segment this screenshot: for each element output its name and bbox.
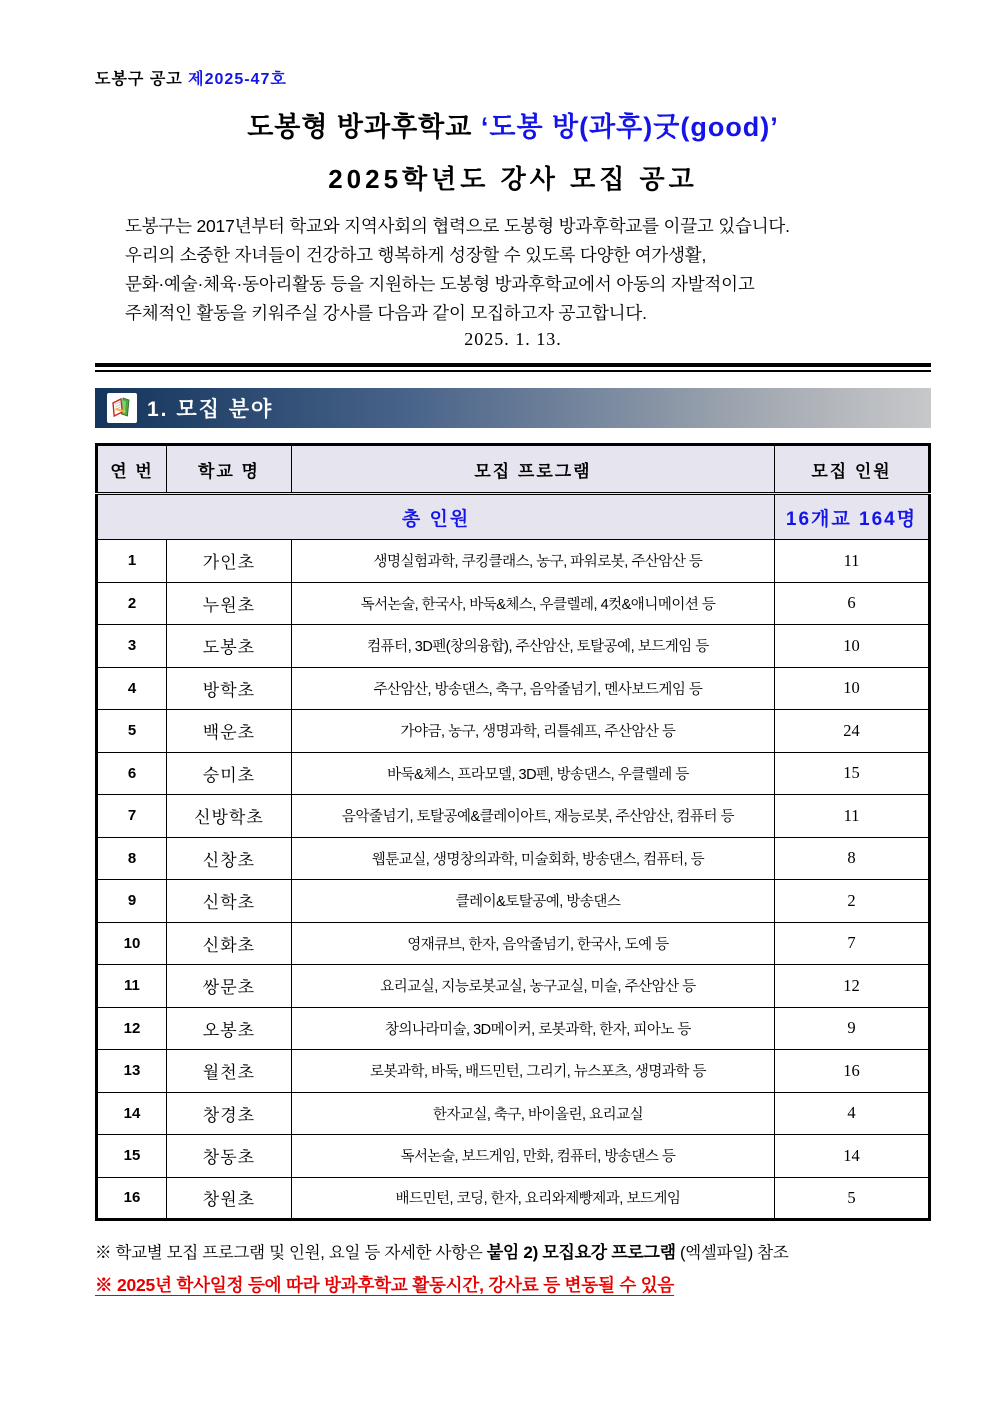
divider (95, 363, 931, 372)
document-page (95, 0, 931, 1297)
cell-programs: 한자교실, 축구, 바이올린, 요리교실 (291, 1092, 774, 1135)
cell-programs: 웹툰교실, 생명창의과학, 미술회화, 방송댄스, 컴퓨터, 등 (291, 837, 774, 880)
page-title (95, 105, 931, 144)
cell-count: 16 (775, 1050, 930, 1093)
cell-school: 누원초 (166, 582, 291, 625)
intro-line: 우리의 소중한 자녀들이 건강하고 행복하게 성장할 수 있도록 다양한 여가생활, (125, 245, 707, 265)
cell-school: 오봉초 (166, 1007, 291, 1050)
cell-count: 8 (775, 837, 930, 880)
col-header-count: 모집 인원 (775, 445, 930, 494)
table-row (97, 752, 930, 795)
col-header-no: 연 번 (97, 445, 167, 494)
footnote-2: ※ 2025년 학사일정 등에 따라 방과후학교 활동시간, 강사료 등 변동될 수 있음 (95, 1275, 675, 1295)
header-row (97, 445, 930, 494)
intro-line: 문화·예술·체육·동아리활동 등을 지원하는 도봉형 방과후학교에서 아동의 자발적이고 (125, 274, 755, 294)
cell-school: 월천초 (166, 1050, 291, 1093)
table-row (97, 710, 930, 753)
cell-school: 숭미초 (166, 752, 291, 795)
cell-programs: 음악줄넘기, 토탈공예&클레이아트, 재능로봇, 주산암산, 컴퓨터 등 (291, 795, 774, 838)
cell-programs: 컴퓨터, 3D펜(창의융합), 주산암산, 토탈공예, 보드게임 등 (291, 625, 774, 668)
table-body (97, 494, 930, 1220)
intro-line: 주체적인 활동을 키워주실 강사를 다음과 같이 모집하고자 공고합니다. (125, 303, 647, 323)
cell-no: 16 (97, 1177, 167, 1220)
footnote-1-suffix: (엑셀파일) 참조 (675, 1244, 789, 1262)
cell-programs: 창의나라미술, 3D메이커, 로봇과학, 한자, 피아노 등 (291, 1007, 774, 1050)
cell-programs: 클레이&토탈공예, 방송댄스 (291, 880, 774, 923)
total-row (97, 494, 930, 540)
cell-programs: 가야금, 농구, 생명과학, 리틀쉐프, 주산암산 등 (291, 710, 774, 753)
cell-count: 6 (775, 582, 930, 625)
table-row (97, 540, 930, 583)
cell-school: 백운초 (166, 710, 291, 753)
col-header-school: 학교 명 (166, 445, 291, 494)
section-header (95, 388, 931, 428)
cell-no: 6 (97, 752, 167, 795)
table-row (97, 1050, 930, 1093)
cell-programs: 로봇과학, 바둑, 배드민턴, 그리기, 뉴스포츠, 생명과학 등 (291, 1050, 774, 1093)
cell-no: 11 (97, 965, 167, 1008)
cell-programs: 요리교실, 지능로봇교실, 농구교실, 미술, 주산암산 등 (291, 965, 774, 1008)
cell-programs: 영재큐브, 한자, 음악줄넘기, 한국사, 도예 등 (291, 922, 774, 965)
table-row (97, 880, 930, 923)
cell-count: 11 (775, 795, 930, 838)
cell-school: 창동초 (166, 1135, 291, 1178)
cell-count: 24 (775, 710, 930, 753)
notice-number-value: 제2025-47호 (188, 71, 287, 88)
cell-programs: 주산암산, 방송댄스, 축구, 음악줄넘기, 멘사보드게임 등 (291, 667, 774, 710)
cell-count: 14 (775, 1135, 930, 1178)
intro-line: 도봉구는 2017년부터 학교와 지역사회의 협력으로 도봉형 방과후학교를 이끌고 있습니다. (125, 216, 790, 236)
cell-school: 신화초 (166, 922, 291, 965)
page-title-blue: ‘도봉 방(과후)굿(good)’ (480, 112, 779, 142)
table-row (97, 667, 930, 710)
cell-count: 15 (775, 752, 930, 795)
total-value: 16개교 164명 (775, 494, 930, 540)
cell-no: 13 (97, 1050, 167, 1093)
table-row (97, 1177, 930, 1220)
cell-programs: 독서논술, 한국사, 바둑&체스, 우클렐레, 4컷&애니메이션 등 (291, 582, 774, 625)
table-row (97, 1092, 930, 1135)
cell-no: 5 (97, 710, 167, 753)
cell-no: 15 (97, 1135, 167, 1178)
cell-school: 신학초 (166, 880, 291, 923)
document-date: 2025. 1. 13. (464, 329, 562, 349)
cell-no: 2 (97, 582, 167, 625)
cell-programs: 바둑&체스, 프라모델, 3D펜, 방송댄스, 우클렐레 등 (291, 752, 774, 795)
cell-school: 쌍문초 (166, 965, 291, 1008)
cell-no: 8 (97, 837, 167, 880)
cell-no: 10 (97, 922, 167, 965)
cell-programs: 배드민턴, 코딩, 한자, 요리와제빵제과, 보드게임 (291, 1177, 774, 1220)
cell-count: 12 (775, 965, 930, 1008)
table-row (97, 1007, 930, 1050)
page-subtitle: 2025학년도 강사 모집 공고 (328, 164, 698, 194)
cell-school: 가인초 (166, 540, 291, 583)
intro-paragraph (125, 212, 900, 328)
page-title-black: 도봉형 방과후학교 (247, 112, 481, 142)
cell-count: 10 (775, 625, 930, 668)
table-header (97, 445, 930, 494)
cell-count: 9 (775, 1007, 930, 1050)
table-row (97, 837, 930, 880)
total-label: 총 인원 (97, 494, 775, 540)
table-row (97, 625, 930, 668)
cell-school: 도봉초 (166, 625, 291, 668)
cell-no: 4 (97, 667, 167, 710)
cell-count: 2 (775, 880, 930, 923)
cell-count: 4 (775, 1092, 930, 1135)
cell-count: 11 (775, 540, 930, 583)
cell-school: 신방학초 (166, 795, 291, 838)
cell-count: 5 (775, 1177, 930, 1220)
notice-number (95, 66, 931, 89)
cell-school: 방학초 (166, 667, 291, 710)
cell-school: 신창초 (166, 837, 291, 880)
cell-count: 7 (775, 922, 930, 965)
cell-no: 12 (97, 1007, 167, 1050)
cell-school: 창경초 (166, 1092, 291, 1135)
cell-programs: 독서논술, 보드게임, 만화, 컴퓨터, 방송댄스 등 (291, 1135, 774, 1178)
footnote-1-bold: 붙임 2) 모집요강 프로그램 (486, 1243, 676, 1262)
table-row (97, 922, 930, 965)
cell-programs: 생명실험과학, 쿠킹클래스, 농구, 파워로봇, 주산암산 등 (291, 540, 774, 583)
recruitment-table (95, 443, 931, 1221)
notice-number-prefix: 도봉구 공고 (95, 71, 189, 88)
cell-no: 7 (97, 795, 167, 838)
table-row (97, 1135, 930, 1178)
section-title: 1. 모집 분야 (147, 398, 274, 421)
col-header-programs: 모집 프로그램 (291, 445, 774, 494)
table-row (97, 582, 930, 625)
cell-no: 3 (97, 625, 167, 668)
cell-school: 창원초 (166, 1177, 291, 1220)
cell-no: 9 (97, 880, 167, 923)
table-row (97, 795, 930, 838)
cell-count: 10 (775, 667, 930, 710)
footnote-1-prefix: ※ 학교별 모집 프로그램 및 인원, 요일 등 자세한 사항은 (95, 1244, 487, 1262)
book-icon (107, 393, 137, 423)
cell-no: 14 (97, 1092, 167, 1135)
table-row (97, 965, 930, 1008)
footnote-1 (95, 1238, 931, 1263)
cell-no: 1 (97, 540, 167, 583)
